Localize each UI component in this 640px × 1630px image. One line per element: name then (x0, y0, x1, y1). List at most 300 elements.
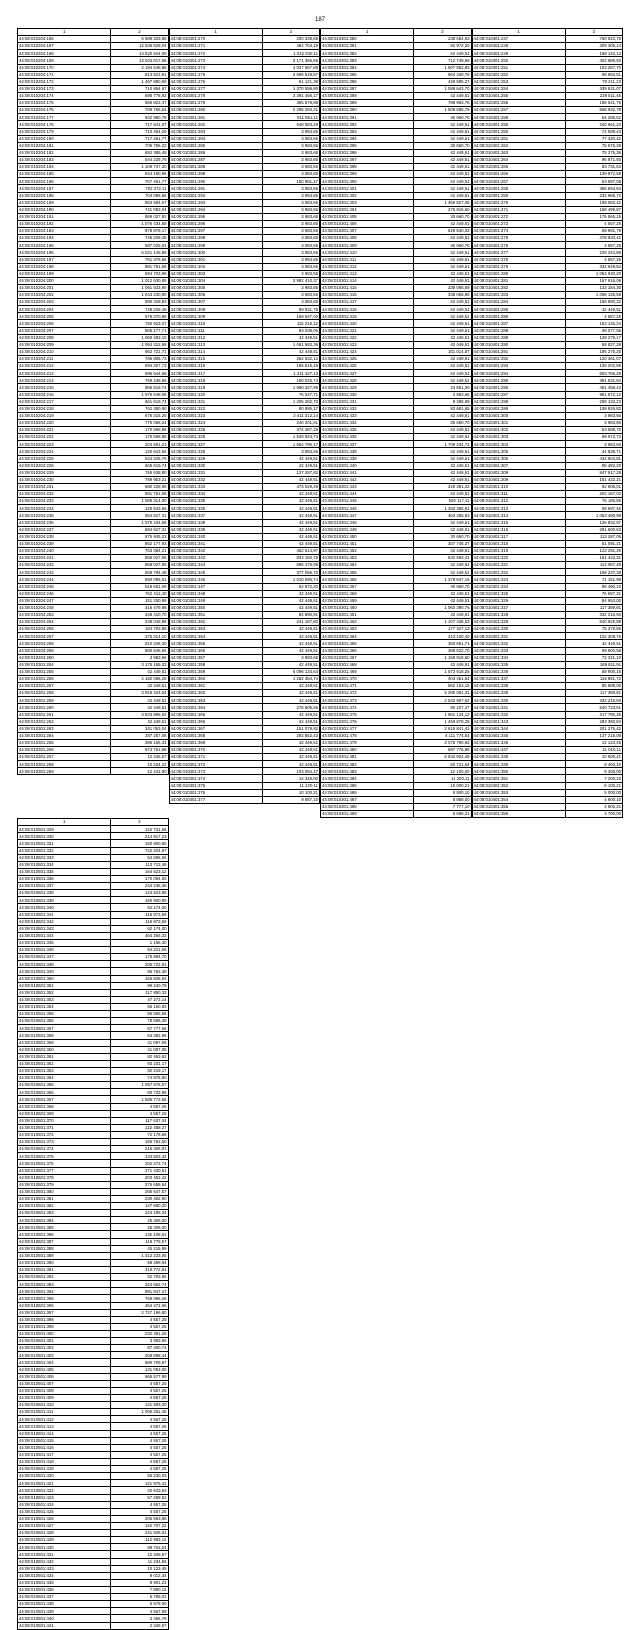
cadastral-number: 44:08:010301:487 (321, 796, 414, 803)
cadastral-value: 161 423,31 (565, 555, 622, 562)
cadastral-number: 44:08:010501:413 (18, 1423, 111, 1430)
table-row (321, 498, 472, 505)
cadastral-number: 44:08:010301:411 (321, 256, 414, 263)
cadastral-number: 44:08:010301:394 (321, 135, 414, 142)
table-row (18, 299, 169, 306)
column-header: 1 (18, 819, 111, 826)
cadastral-number: 44:08:010401:310 (472, 484, 565, 491)
cadastral-number: 44:08:010301:413 (321, 270, 414, 277)
cadastral-number: 44:08:010401:352 (472, 782, 565, 789)
table-row (18, 954, 169, 961)
table-row (321, 583, 472, 590)
cadastral-number: 44:08:010501:334 (18, 861, 111, 868)
cadastral-number: 44:08:010501:344 (18, 932, 111, 939)
table-row (321, 341, 472, 348)
table-row (472, 43, 623, 50)
cadastral-value: 42 449,51 (111, 697, 168, 704)
table-row (18, 228, 169, 235)
table-row (472, 640, 623, 647)
cadastral-number: 44:08:010204:188 (18, 192, 111, 199)
table-row (18, 491, 169, 498)
cadastral-value: 85 888,06 (565, 683, 622, 690)
table-row (321, 533, 472, 540)
table-row (321, 306, 472, 313)
cadastral-number: 44:08:010301:312 (169, 334, 262, 341)
table-row (18, 448, 169, 455)
table-row (321, 121, 472, 128)
table-row (321, 555, 472, 562)
table-row (18, 1210, 169, 1217)
cadastral-number: 44:08:010501:391 (18, 1267, 111, 1274)
cadastral-value: 287 257,06 (111, 732, 168, 739)
cadastral-value: 102 267,70 (565, 64, 622, 71)
cadastral-number: 44:08:010301:454 (321, 562, 414, 569)
cadastral-number: 44:08:010301:397 (321, 156, 414, 163)
cadastral-value: 42 449,51 (111, 668, 168, 675)
table-row (321, 412, 472, 419)
cadastral-value: 365 578,88 (262, 100, 319, 107)
cadastral-value: 137 287,82 (262, 469, 319, 476)
cadastral-number: 44:08:010301:437 (321, 441, 414, 448)
cadastral-value: 1 061 583,36 (262, 341, 319, 348)
cadastral-value: 156 890,32 (565, 299, 622, 306)
cadastral-value: 1 961 124,12 (414, 711, 471, 718)
cadastral-number: 44:08:010301:333 (169, 484, 262, 491)
table-row (472, 555, 623, 562)
table-row (18, 1252, 169, 1259)
cadastral-number: 44:08:010301:289 (169, 171, 262, 178)
cadastral-number: 44:08:010401:258 (472, 114, 565, 121)
cadastral-number: 44:08:010204:174 (18, 92, 111, 99)
cadastral-value: 55 150,83 (111, 1003, 168, 1010)
cadastral-value: 42 449,51 (111, 704, 168, 711)
cadastral-value: 168 647,00 (262, 313, 319, 320)
cadastral-value: 165 762,50 (111, 1139, 168, 1146)
cadastral-value: 833 183,78 (262, 555, 319, 562)
cadastral-number: 44:08:010401:341 (472, 704, 565, 711)
cadastral-value: 3 983,66 (262, 206, 319, 213)
table-row (18, 1480, 169, 1487)
table-row (472, 547, 623, 554)
table-row (18, 847, 169, 854)
cadastral-value: 526 117,11 (414, 498, 471, 505)
cadastral-value: 217 790,46 (565, 711, 622, 718)
table-row (169, 242, 320, 249)
cadastral-number: 44:08:010401:255 (472, 92, 565, 99)
cadastral-value: 188 541,76 (565, 100, 622, 107)
cadastral-number: 44:08:010501:345 (18, 940, 111, 947)
table-row (169, 533, 320, 540)
cadastral-value: 232 968,72 (565, 192, 622, 199)
cadastral-number: 44:08:010401:278 (472, 256, 565, 263)
cadastral-value: 4 557,25 (111, 1444, 168, 1451)
cadastral-value: 153 145,24 (565, 320, 622, 327)
cadastral-value: 3 983,66 (262, 220, 319, 227)
cadastral-number: 44:08:010301:425 (321, 356, 414, 363)
cadastral-number: 44:08:010301:443 (321, 484, 414, 491)
cadastral-number: 44:08:010301:286 (169, 149, 262, 156)
cadastral-number: 44:08:010501:431 (18, 1551, 111, 1558)
table-row (472, 562, 623, 569)
cadastral-value: 42 449,51 (414, 597, 471, 604)
cadastral-value: 761 376,56 (111, 256, 168, 263)
table-row (321, 547, 472, 554)
table-row (18, 121, 169, 128)
cadastral-value: 307 748,37 (414, 540, 471, 547)
table-row (321, 43, 472, 50)
table-row (18, 1281, 169, 1288)
cadastral-value: 2 182 086,28 (111, 675, 168, 682)
table-row (18, 484, 169, 491)
cadastral-number: 44:08:010301:317 (169, 370, 262, 377)
cadastral-value: 42 449,51 (414, 256, 471, 263)
cadastral-number: 44:08:010401:269 (472, 192, 565, 199)
cadastral-number: 44:08:010401:248 (472, 43, 565, 50)
cadastral-value: 151 250,66 (111, 597, 168, 604)
cadastral-value: 484 704,19 (262, 43, 319, 50)
cadastral-value: 151 422,21 (565, 476, 622, 483)
cadastral-value: 755 923,07 (111, 320, 168, 327)
cadastral-value: 42 449,51 (414, 192, 471, 199)
table-row (472, 775, 623, 782)
cadastral-number: 44:08:010501:346 (18, 947, 111, 954)
cadastral-value: 3 983,66 (262, 242, 319, 249)
cadastral-value: 276 605,65 (262, 704, 319, 711)
cadastral-value: 3 175 165,33 (111, 661, 168, 668)
table-row (321, 427, 472, 434)
cadastral-value: 42 449,51 (414, 412, 471, 419)
cadastral-number: 44:08:010401:351 (472, 775, 565, 782)
table-row (169, 377, 320, 384)
table-row (169, 171, 320, 178)
cadastral-number: 44:08:010204:203 (18, 299, 111, 306)
table-row (169, 156, 320, 163)
cadastral-number: 44:08:010401:299 (472, 405, 565, 412)
table-row (18, 840, 169, 847)
table-row (18, 1089, 169, 1096)
table-row (18, 178, 169, 185)
cadastral-value: 2 345,67 (111, 1622, 168, 1629)
cadastral-number: 44:08:010301:426 (321, 363, 414, 370)
cadastral-number: 44:08:010501:332 (18, 847, 111, 854)
table-row (472, 228, 623, 235)
cadastral-number: 44:08:010301:403 (321, 199, 414, 206)
cadastral-value: 185 615,16 (262, 363, 319, 370)
cadastral-value: 57 299,52 (111, 1494, 168, 1501)
table-row (169, 398, 320, 405)
cadastral-number: 44:08:010301:366 (169, 718, 262, 725)
cadastral-value: 13 043 017,56 (111, 57, 168, 64)
table-row (321, 668, 472, 675)
cadastral-number: 44:08:010204:219 (18, 412, 111, 419)
cadastral-number: 44:08:010501:394 (18, 1288, 111, 1295)
table-row (169, 185, 320, 192)
cadastral-value: 108 826,82 (565, 405, 622, 412)
cadastral-value: 53 697,08 (565, 178, 622, 185)
cadastral-number: 44:08:010301:297 (169, 228, 262, 235)
table-row (18, 883, 169, 890)
table-row (18, 989, 169, 996)
cadastral-value: 42 449,51 (262, 348, 319, 355)
table-row (321, 747, 472, 754)
cadastral-number: 44:08:010401:247 (472, 36, 565, 43)
table-row (472, 768, 623, 775)
cadastral-value: 230 452,90 (111, 1195, 168, 1202)
cadastral-value: 332 216,60 (565, 697, 622, 704)
cadastral-number: 44:08:010501:425 (18, 1508, 111, 1515)
cadastral-number: 44:08:010501:362 (18, 1060, 111, 1067)
table-row (169, 43, 320, 50)
table-row (169, 284, 320, 291)
cadastral-value: 2 619 841,41 (414, 725, 471, 732)
cadastral-value: 4 557,25 (111, 1423, 168, 1430)
table-row (18, 171, 169, 178)
cadastral-value: 53 598,70 (565, 427, 622, 434)
cadastral-value: 391 631,84 (565, 377, 622, 384)
cadastral-value: 151 079,82 (262, 725, 319, 732)
cadastral-number: 44:08:010501:369 (18, 1110, 111, 1117)
cadastral-value: 402 889,83 (565, 57, 622, 64)
cadastral-number: 44:08:010204:202 (18, 292, 111, 299)
cadastral-value: 42 449,51 (414, 611, 471, 618)
table-row (472, 341, 623, 348)
table-row (321, 135, 472, 142)
cadastral-value: 2 075 790,82 (414, 739, 471, 746)
cadastral-number: 44:08:010301:480 (321, 747, 414, 754)
cadastral-number: 44:08:010501:340 (18, 904, 111, 911)
cadastral-value: 42 449,51 (262, 505, 319, 512)
table-row (472, 107, 623, 114)
cadastral-value: 77 420,42 (565, 135, 622, 142)
cadastral-value: 868 027,86 (111, 555, 168, 562)
table-row (472, 739, 623, 746)
cadastral-number: 44:08:010501:410 (18, 1402, 111, 1409)
cadastral-number: 44:08:010501:418 (18, 1458, 111, 1465)
table-block (17, 818, 169, 1629)
cadastral-number: 44:08:010204:191 (18, 213, 111, 220)
cadastral-number: 44:08:010401:297 (472, 391, 565, 398)
cadastral-number: 44:08:010301:436 (321, 434, 414, 441)
cadastral-number: 44:08:010401:336 (472, 668, 565, 675)
table-row (169, 270, 320, 277)
table-row (169, 675, 320, 682)
table-row (321, 71, 472, 78)
cadastral-number: 44:08:010401:344 (472, 725, 565, 732)
cadastral-value: 1 043 230,90 (111, 292, 168, 299)
cadastral-number: 44:08:010401:253 (472, 78, 565, 85)
table-row (18, 455, 169, 462)
cadastral-number: 44:08:010204:238 (18, 533, 111, 540)
cadastral-value: 1 664 796,17 (262, 441, 319, 448)
table-row (18, 1430, 169, 1437)
cadastral-value: 23 651,30 (414, 384, 471, 391)
cadastral-number: 44:08:010501:428 (18, 1530, 111, 1537)
table-row (18, 1238, 169, 1245)
table-row (18, 597, 169, 604)
cadastral-value: 473 029,29 (262, 484, 319, 491)
table-row (18, 1046, 169, 1053)
cadastral-value: 62 174,00 (111, 925, 168, 932)
cadastral-number: 44:08:010301:262 (18, 718, 111, 725)
cadastral-number: 44:08:010301:405 (321, 213, 414, 220)
table-row (169, 576, 320, 583)
cadastral-number: 44:08:010501:351 (18, 982, 111, 989)
cadastral-number: 44:08:010501:337 (18, 883, 111, 890)
cadastral-value: 51 091,21 (565, 540, 622, 547)
cadastral-value: 201 276,42 (565, 725, 622, 732)
cadastral-number: 44:08:010501:440 (18, 1615, 111, 1622)
cadastral-value: 238 684,53 (414, 36, 471, 43)
cadastral-number: 44:08:010401:275 (472, 235, 565, 242)
table-row (18, 576, 169, 583)
table-row (18, 1075, 169, 1082)
cadastral-value: 368 622,70 (414, 647, 471, 654)
cadastral-value: 4 557,25 (111, 1323, 168, 1330)
cadastral-value: 72 178,66 (111, 1131, 168, 1138)
cadastral-number: 44:08:010501:408 (18, 1387, 111, 1394)
cadastral-value: 1 107 436,53 (414, 619, 471, 626)
cadastral-number: 44:08:010501:436 (18, 1586, 111, 1593)
cadastral-value: 42 449,51 (262, 761, 319, 768)
cadastral-value: 338 065,59 (414, 292, 471, 299)
cadastral-value: 12 345,00 (262, 775, 319, 782)
table-row (169, 228, 320, 235)
cadastral-value: 3 992 410,37 (262, 277, 319, 284)
cadastral-value: 3 983,66 (262, 185, 319, 192)
cadastral-value: 124 523,86 (111, 890, 168, 897)
cadastral-number: 44:08:010204:178 (18, 121, 111, 128)
cadastral-value: 132 108,61 (111, 1231, 168, 1238)
table-row (169, 754, 320, 761)
table-row (321, 334, 472, 341)
cadastral-value: 2 727 196,80 (111, 1309, 168, 1316)
table-row (18, 1053, 169, 1060)
table-row (18, 932, 169, 939)
cadastral-number: 44:08:010401:293 (472, 363, 565, 370)
cadastral-value: 529 540,33 (414, 228, 471, 235)
table-row (472, 711, 623, 718)
cadastral-value: 6 100,21 (565, 782, 622, 789)
cadastral-value: 87 400,74 (111, 1345, 168, 1352)
cadastral-number: 44:08:010401:342 (472, 711, 565, 718)
cadastral-value: 4 557,25 (111, 1380, 168, 1387)
cadastral-number: 44:08:010204:206 (18, 320, 111, 327)
cadastral-value: 3 391 456,17 (262, 92, 319, 99)
cadastral-value: 170 094,92 (111, 876, 168, 883)
column-header: 2 (414, 29, 471, 36)
table-row (169, 192, 320, 199)
cadastral-number: 44:08:010301:447 (321, 512, 414, 519)
cadastral-number: 44:08:010204:211 (18, 356, 111, 363)
table-row (18, 100, 169, 107)
table-row (18, 1174, 169, 1181)
cadastral-number: 44:08:010301:311 (169, 327, 262, 334)
cadastral-value: 42 449,51 (262, 512, 319, 519)
cadastral-value: 25 306,00 (111, 1224, 168, 1231)
table-row (169, 583, 320, 590)
table-row (472, 306, 623, 313)
cadastral-value: 42 449,51 (414, 569, 471, 576)
cadastral-number: 44:08:010204:169 (18, 57, 111, 64)
table-row (169, 213, 320, 220)
cadastral-number: 44:08:010401:314 (472, 512, 565, 519)
cadastral-number: 44:08:010401:315 (472, 519, 565, 526)
cadastral-value: 2 194 648,88 (111, 64, 168, 71)
cadastral-number: 44:08:010301:372 (169, 761, 262, 768)
cadastral-number: 44:08:010204:187 (18, 185, 111, 192)
table-row (472, 348, 623, 355)
table-row (472, 370, 623, 377)
cadastral-number: 44:08:010401:252 (472, 71, 565, 78)
cadastral-value: 103 054,17 (262, 768, 319, 775)
cadastral-value: 122 731,56 (111, 826, 168, 833)
table-row (169, 604, 320, 611)
cadastral-value: 30 660,70 (414, 533, 471, 540)
cadastral-value: 175 565,15 (565, 213, 622, 220)
table-row (18, 826, 169, 833)
cadastral-value: 4 557,25 (111, 1508, 168, 1515)
cadastral-value: 706 765,22 (111, 142, 168, 149)
cadastral-number: 44:08:010501:342 (18, 918, 111, 925)
cadastral-value: 41 087,05 (111, 1046, 168, 1053)
cadastral-number: 44:08:010401:328 (472, 611, 565, 618)
cadastral-value: 3 983,66 (262, 284, 319, 291)
cadastral-number: 44:08:010501:423 (18, 1494, 111, 1501)
table-row (472, 292, 623, 299)
table-row (169, 220, 320, 227)
table-row (18, 1409, 169, 1416)
cadastral-value: 30 660,70 (414, 114, 471, 121)
cadastral-value: 42 449,51 (414, 270, 471, 277)
table-row (18, 1345, 169, 1352)
table-row (169, 363, 320, 370)
cadastral-number: 44:08:010401:286 (472, 313, 565, 320)
table-row (472, 491, 623, 498)
cadastral-value: 1 158 918,60 (414, 654, 471, 661)
cadastral-number: 44:08:010401:355 (472, 803, 565, 810)
cadastral-value: 478 933,41 (565, 235, 622, 242)
cadastral-number: 44:08:010301:404 (321, 206, 414, 213)
table-row (321, 235, 472, 242)
cadastral-number: 44:08:010301:391 (321, 114, 414, 121)
cadastral-number: 44:08:010501:343 (18, 925, 111, 932)
cadastral-value: 6 021 145,88 (111, 249, 168, 256)
cadastral-number: 44:08:010501:336 (18, 876, 111, 883)
cadastral-number: 44:08:010401:305 (472, 448, 565, 455)
cadastral-value: 863 594,07 (111, 199, 168, 206)
cadastral-value: 3 695 619,87 (262, 71, 319, 78)
cadastral-number: 44:08:010204:190 (18, 206, 111, 213)
table-row (18, 1359, 169, 1366)
cadastral-number: 44:08:010501:441 (18, 1622, 111, 1629)
cadastral-value: 55 230,03 (111, 1473, 168, 1480)
cadastral-number: 44:08:010501:422 (18, 1487, 111, 1494)
cadastral-number: 44:08:010301:406 (321, 220, 414, 227)
table-row (321, 149, 472, 156)
table-row (18, 654, 169, 661)
cadastral-number: 44:08:010301:278 (169, 92, 262, 99)
cadastral-number: 44:08:010301:305 (169, 284, 262, 291)
table-row (18, 320, 169, 327)
table-row (472, 597, 623, 604)
cadastral-number: 44:08:010501:388 (18, 1245, 111, 1252)
cadastral-value: 694 327,73 (111, 363, 168, 370)
cadastral-value: 4 557,25 (565, 256, 622, 263)
cadastral-number: 44:08:010301:453 (321, 555, 414, 562)
cadastral-value: 42 449,51 (414, 427, 471, 434)
table-row (18, 220, 169, 227)
table-row (472, 697, 623, 704)
